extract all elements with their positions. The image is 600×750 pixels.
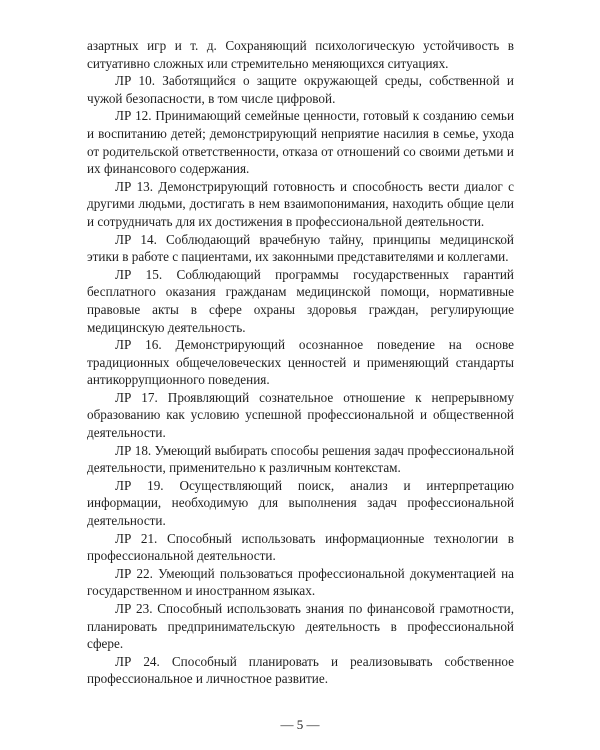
paragraph-lr17: ЛР 17. Проявляющий сознательное отношение к непрерывному образованию как условию успешной профессиональной и общественной деятельности. <box>87 389 514 441</box>
paragraph-lr10: ЛР 10. Заботящийся о защите окружающей среды, собственной и чужой безопасности, в том числе цифровой. <box>87 73 514 106</box>
paragraph-lr14: ЛР 14. Соблюдающий врачебную тайну, принципы медицинской этики в работе с пациентами, их законными представителями и коллегами. <box>87 231 514 265</box>
paragraph-lr22: ЛР 22. Умеющий пользоваться профессиональной документацией на государственном и иностранном языках. <box>87 565 514 599</box>
document-body <box>87 37 514 688</box>
paragraph-lr13: ЛР 13. Демонстрирующий готовность и способность вести диалог с другими людьми, достигать в нем взаимопонимания, находить общие цели и сотрудничать для их достижения в профессиональной деятельности. <box>87 178 514 229</box>
paragraph-lr16: ЛР 16. Демонстрирующий осознанное поведение на основе традиционных общечеловеческих ценностей и применяющий стандарты антикоррупционного поведения. <box>87 337 514 388</box>
paragraph-continuation: азартных игр и т. д. Сохраняющий психологическую устойчивость в ситуативно сложных или стремительно меняющихся ситуациях. <box>87 38 514 71</box>
paragraph-lr18: ЛР 18. Умеющий выбирать способы решения задач профессиональной деятельности, применительно к различным контекстам. <box>87 442 514 476</box>
paragraph-lr21: ЛР 21. Способный использовать информационные технологии в профессиональной деятельности. <box>87 530 514 564</box>
paragraph-lr23: ЛР 23. Способный использовать знания по финансовой грамотности, планировать предпринимательскую деятельность в профессиональной сфере. <box>87 601 514 652</box>
page-number: — 5 — <box>280 717 320 732</box>
paragraph-lr24: ЛР 24. Способный планировать и реализовывать собственное профессиональное и личностное развитие. <box>87 653 514 687</box>
paragraph-lr15: ЛР 15. Соблюдающий программы государственных гарантий бесплатного оказания гражданам медицинской помощи, нормативные правовые акты в сфере охраны здоровья граждан, регулирующие медицинскую деятельность. <box>87 266 514 335</box>
paragraph-lr19: ЛР 19. Осуществляющий поиск, анализ и интерпретацию информации, необходимую для выполнения задач профессиональной деятельности. <box>87 477 514 529</box>
paragraph-lr12: ЛР 12. Принимающий семейные ценности, готовый к созданию семьи и воспитанию детей; демонстрирующий неприятие насилия в семье, ухода от родительской ответственности, отказа от отношений со своими детьми и их финансового содержания. <box>87 108 514 177</box>
